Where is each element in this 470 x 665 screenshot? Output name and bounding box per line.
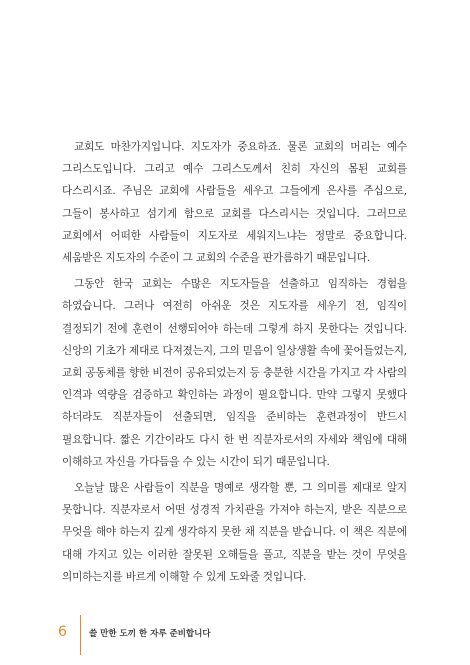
page-number: 6 [58, 624, 67, 640]
paragraph-3: 오늘날 많은 사람들이 직분을 명예로 생각할 뿐, 그 의미를 제대로 알지 못합니다. 직분자로서 어떤 성경적 가치관을 가져야 하는지, 받은 직분으로 무엇을 해야 하는지 깊게 생각하지 못한 채 직분을 받습니다. 이 책은 직분에 대해 가지고 있는 이러한 잘못된 오해들을 풀고, 직분을 받는 것이 무엇을 의미하는지를 바르게 이해할 수 있게 도와줄 것입니다. [62, 482, 407, 583]
footer-divider [80, 615, 81, 655]
running-title: 쓸 만한 도끼 한 자루 준비합니다 [89, 629, 211, 639]
paragraph-2: 그동안 한국 교회는 수많은 지도자들을 선출하고 임직하는 경험을 하였습니다. 그러나 여전히 아쉬운 것은 지도자를 세우기 전, 임직이 결정되기 전에 훈련이 선행되어야 하는데 그렇게 하지 못한다는 것입니다. 신앙의 기초가 제대로 다져졌는지, 그의 믿음이 일상생활 속에 꽃어들었는지, 교회 공동체를 향한 비전이 공유되었는지 등 충분한 시간을 가지고 각 사람의 인격과 역량을 검증하고 확인하는 과정이 필요합니다. 만약 그렇지 못했다 하더라도 직분자들이 선출되면, 임직을 준비하는 훈련과정이 반드시 필요합니다. 짧은 기간이라도 다시 한 번 직분자로서의 자세와 책임에 대해 이해하고 자신을 가다듬을 수 있는 시간이 되기 때문입니다. [62, 278, 407, 468]
body-text [62, 136, 407, 588]
paragraph-1: 교회도 마찬가지입니다. 지도자가 중요하죠. 물론 교회의 머리는 예수 그리스도입니다. 그리고 예수 그리스도께서 친히 자신의 몸된 교회를 다스리시죠. 주님은 교회에 사람들을 세우고 그들에게 은사를 주십으로, 그들이 봉사하고 섬기게 함으로 교회를 다스리시는 것입니다. 그러므로 교회에서 어떠한 사람들이 지도자로 세워지느냐는 정말로 중요합니다. 세움받은 지도자의 수준이 그 교회의 수준을 판가름하기 때문입니다. [62, 141, 407, 265]
